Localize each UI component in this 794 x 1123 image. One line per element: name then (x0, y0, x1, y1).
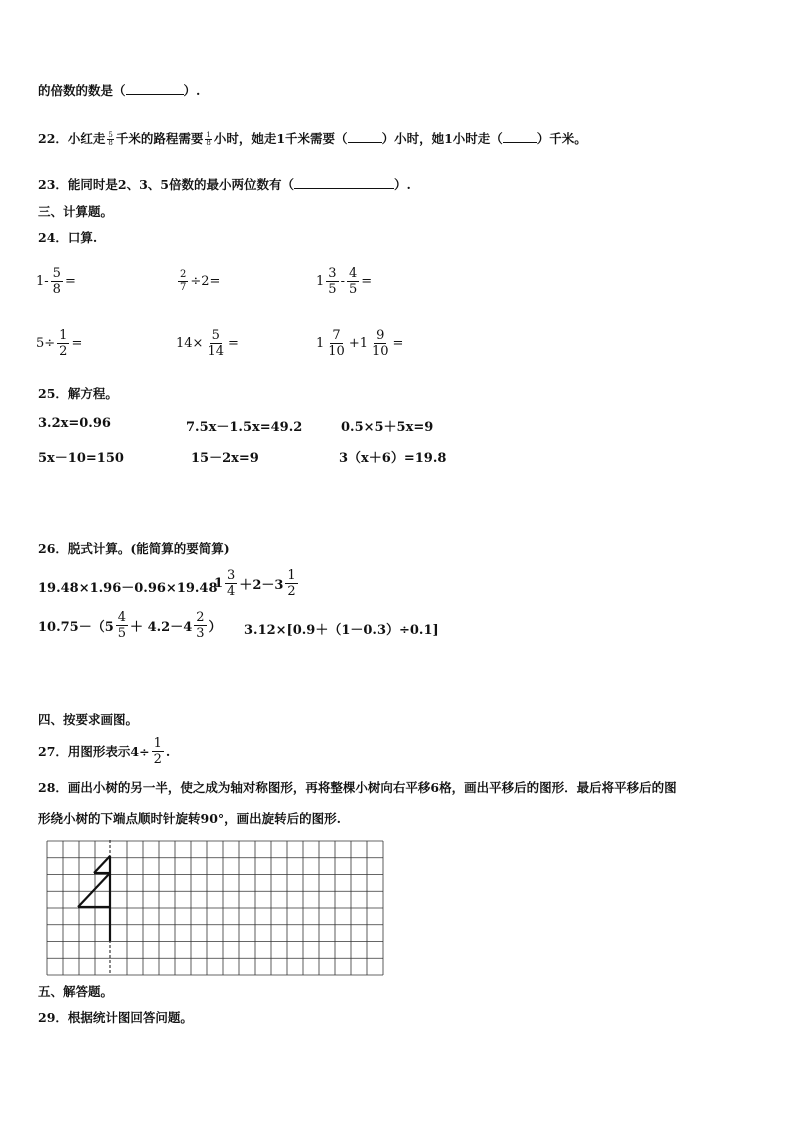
q22-blank-1[interactable] (348, 131, 382, 143)
q24-5-fraction (205, 328, 226, 359)
q24-item-2 (176, 266, 220, 294)
q24-6-den-1: 10 (328, 344, 345, 359)
q24-item-5 (176, 328, 239, 359)
q29-heading: 29．根据统计图回答问题。 (38, 1010, 193, 1025)
q26-3-num-2: 2 (196, 610, 205, 625)
q27-fraction (152, 736, 164, 767)
tree-branch-top (94, 856, 110, 873)
q24-6-end: = (392, 336, 404, 351)
section-5-heading: 五、解答题。 (38, 984, 114, 999)
q22-line (38, 130, 587, 148)
q24-2-fraction (178, 269, 188, 294)
q22-text-a: 22．小红走 (38, 131, 106, 146)
q22-text-d: ）小时，她1小时走（ (381, 131, 503, 146)
q24-4-den: 2 (59, 344, 68, 359)
q28-line-1: 28．画出小树的另一半，使之成为轴对称图形，再将整棵小树向右平移6格，画出平移后的图形．最后将平移后的图 (38, 780, 677, 795)
q24-item-4 (36, 328, 82, 359)
q24-3-den-1: 5 (328, 282, 337, 297)
q25-eq-2: 7.5x－1.5x=49.2 (186, 420, 303, 435)
q26-3-fraction-1 (116, 610, 128, 641)
q26-2-num-1: 3 (227, 568, 236, 583)
q22-f1-num: 5 (108, 131, 113, 139)
q26-calc-3 (38, 610, 222, 641)
q22-fraction-1 (106, 132, 114, 147)
q26-3-fraction-2 (194, 610, 206, 641)
q24-3-fraction-1 (326, 266, 338, 297)
q24-5-end: = (227, 336, 239, 351)
q24-6-num-1: 7 (332, 328, 341, 343)
q26-3-start: 10.75－（5 (38, 620, 114, 635)
q22-blank-2[interactable] (503, 131, 537, 143)
tree-branch-long (78, 873, 110, 907)
q24-1-fraction (51, 266, 63, 297)
q24-6-whole: 1 (316, 336, 325, 351)
q23-end: ）. (394, 177, 411, 192)
q27-line (38, 736, 170, 767)
q26-3-num-1: 4 (117, 610, 127, 625)
q26-calc-4: 3.12×[0.9＋（1－0.3）÷0.1] (244, 623, 439, 638)
q26-2-den-2: 2 (287, 584, 296, 599)
q25-eq-3: 0.5×5＋5x=9 (341, 420, 434, 435)
q24-6-op: +1 (348, 336, 368, 351)
q24-heading: 24．口算. (38, 230, 98, 245)
q26-heading: 26．脱式计算。(能简算的要简算) (38, 541, 230, 556)
q22-f2-den: 8 (206, 139, 211, 147)
q28-drawing-grid[interactable] (46, 840, 386, 976)
q24-item-3 (316, 266, 372, 297)
q27-end: . (165, 743, 171, 759)
q21-text: 的倍数的数是（ (38, 83, 126, 98)
q24-5-den: 14 (207, 344, 224, 359)
q24-4-fraction (57, 328, 69, 359)
q24-3-op: - (340, 274, 345, 289)
q22-text-c: 小时，她走1千米需要（ (213, 131, 348, 146)
q23-blank[interactable] (294, 177, 394, 189)
q24-3-end: = (361, 274, 373, 289)
q26-2-den-1: 4 (227, 584, 236, 599)
q24-1-num: 5 (52, 266, 61, 281)
q24-6-fraction-2 (370, 328, 391, 359)
q24-5-whole: 14× (176, 336, 204, 351)
q22-text-e: ）千米。 (536, 131, 587, 146)
q24-3-fraction-2 (347, 266, 359, 297)
q27-text: 27．用图形表示4÷ (38, 743, 150, 759)
q24-3-num-1: 3 (328, 266, 337, 281)
q25-eq-1: 3.2x=0.96 (38, 416, 111, 431)
q24-6-fraction-1 (326, 328, 347, 359)
q27-den: 2 (153, 752, 162, 767)
section-4-heading: 四、按要求画图。 (38, 712, 139, 727)
q26-3-end: ） (208, 620, 222, 635)
q24-3-den-2: 5 (348, 282, 358, 297)
q21-blank[interactable] (126, 83, 184, 95)
q24-2-end: ÷2= (190, 274, 221, 289)
q25-eq-6: 3（x＋6）=19.8 (339, 451, 447, 466)
q21-end: ）. (183, 83, 201, 98)
q24-1-den: 8 (52, 282, 61, 297)
q24-4-num: 1 (59, 328, 68, 343)
q26-2-num-2: 1 (287, 568, 296, 583)
q24-5-num: 5 (211, 328, 220, 343)
q24-2-num: 2 (180, 269, 187, 280)
q26-calc-2 (214, 568, 300, 599)
q26-2-mid: ＋2－3 (239, 578, 284, 593)
q24-4-end: = (71, 336, 83, 351)
q22-f2-num: 1 (206, 131, 211, 139)
q22-text-b: 千米的路程需要 (115, 131, 204, 146)
q28-line-2: 形绕小树的下端点顺时针旋转90°，画出旋转后的图形. (38, 811, 341, 826)
q21-line (38, 82, 200, 100)
q24-1-end: = (64, 274, 76, 289)
half-tree-figure (78, 856, 110, 941)
q24-3-whole: 1 (316, 274, 325, 289)
q24-3-num-2: 4 (348, 266, 358, 281)
q24-2-den: 7 (180, 282, 187, 293)
q27-num: 1 (153, 736, 162, 751)
q25-eq-5: 15－2x=9 (191, 451, 259, 466)
q24-1-whole: 1- (36, 274, 49, 289)
q26-2-fraction-2 (285, 568, 297, 599)
q25-eq-4: 5x－10=150 (38, 451, 124, 466)
q26-2-fraction-1 (225, 568, 237, 599)
q23-line (38, 176, 411, 194)
q24-6-num-2: 9 (376, 328, 385, 343)
q26-3-mid: ＋ 4.2－4 (130, 620, 193, 635)
q22-f1-den: 8 (108, 139, 113, 147)
q25-heading: 25．解方程。 (38, 386, 118, 401)
q26-2-whole: 1 (214, 576, 224, 591)
q24-item-6 (316, 328, 403, 359)
q24-item-1 (36, 266, 76, 297)
q26-calc-1: 19.48×1.96－0.96×19.48 (38, 581, 218, 596)
section-3-heading: 三、计算题。 (38, 204, 114, 219)
q24-6-den-2: 10 (372, 344, 389, 359)
q24-4-whole: 5÷ (36, 336, 56, 351)
q26-3-den-2: 3 (196, 626, 205, 641)
q26-3-den-1: 5 (117, 626, 127, 641)
q22-fraction-2 (204, 132, 212, 147)
q23-text: 23．能同时是2、3、5倍数的最小两位数有（ (38, 177, 294, 192)
